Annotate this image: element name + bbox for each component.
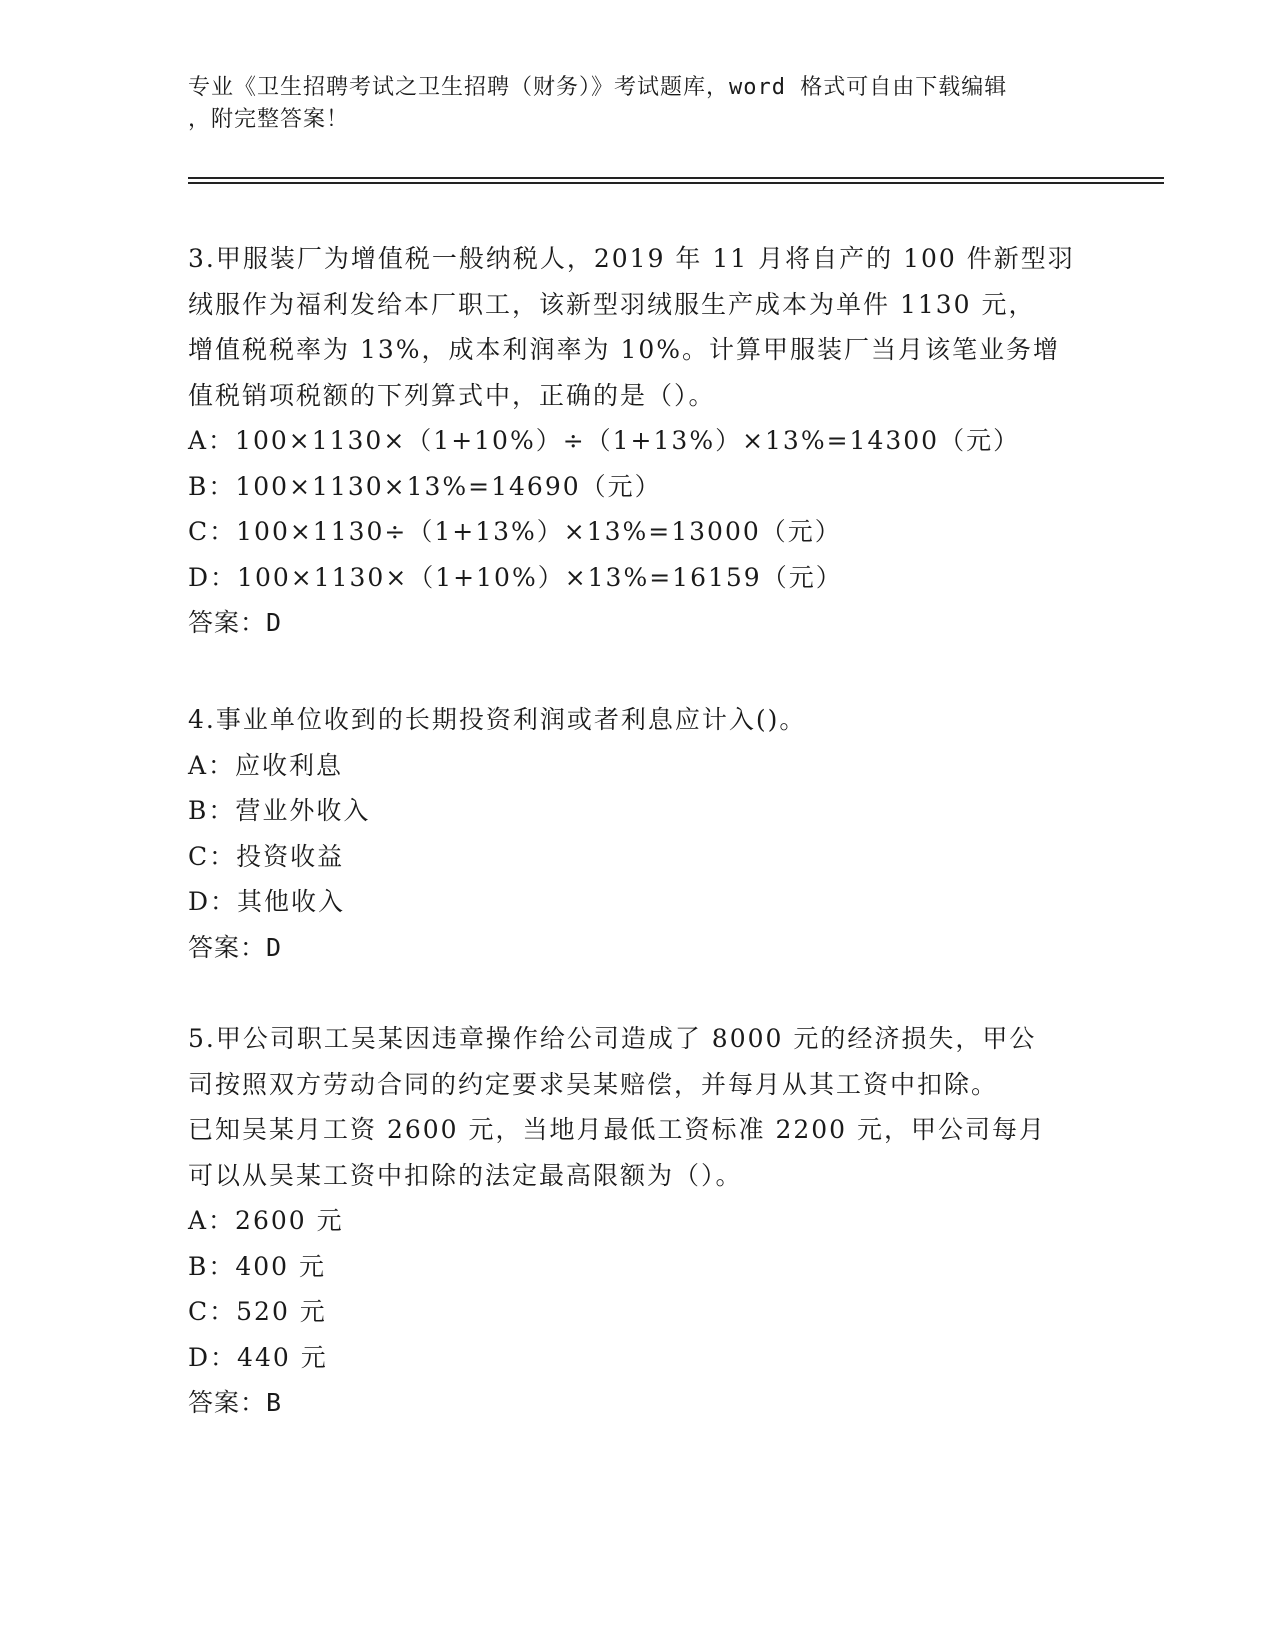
answer: 答案：D bbox=[188, 608, 283, 637]
question-stem-line: 绒服作为福利发给本厂职工，该新型羽绒服生产成本为单件 1130 元， bbox=[188, 289, 1036, 319]
question-stem-line: 5.甲公司职工吴某因违章操作给公司造成了 8000 元的经济损失，甲公 bbox=[188, 1024, 1037, 1053]
option-c: C：520 元 bbox=[188, 1297, 327, 1326]
option-d: D：440 元 bbox=[188, 1342, 328, 1372]
answer: 答案：B bbox=[188, 1388, 283, 1417]
option-c: C：投资收益 bbox=[188, 841, 345, 871]
option-d: D：其他收入 bbox=[188, 887, 346, 916]
option-b: B：100×1130×13%=14690（元） bbox=[188, 471, 662, 501]
option-b: B：400 元 bbox=[188, 1251, 327, 1281]
question-3 bbox=[188, 236, 1088, 646]
question-4 bbox=[188, 697, 1088, 970]
option-a: A：100×1130×（1+10%）÷（1+13%）×13%=14300（元） bbox=[188, 426, 1021, 455]
answer: 答案：D bbox=[188, 932, 283, 962]
option-c: C：100×1130÷（1+13%）×13%=13000（元） bbox=[188, 517, 842, 546]
header-divider-top bbox=[188, 177, 1164, 179]
option-a: A：2600 元 bbox=[188, 1206, 344, 1235]
header-line-1: 专业《卫生招聘考试之卫生招聘（财务）》考试题库，word 格式可自由下载编辑 bbox=[188, 75, 1008, 100]
header-divider-bottom bbox=[188, 182, 1164, 184]
header-line-2: ，附完整答案！ bbox=[188, 107, 350, 132]
question-stem-line: 司按照双方劳动合同的约定要求吴某赔偿，并每月从其工资中扣除。 bbox=[188, 1069, 999, 1099]
question-stem-line: 3.甲服装厂为增值税一般纳税人，2019 年 11 月将自产的 100 件新型羽 bbox=[188, 244, 1075, 273]
question-stem-line: 值税销项税额的下列算式中，正确的是（）。 bbox=[188, 380, 716, 410]
question-stem-line: 可以从吴某工资中扣除的法定最高限额为（）。 bbox=[188, 1160, 743, 1190]
question-5 bbox=[188, 1016, 1088, 1426]
question-stem-line: 4.事业单位收到的长期投资利润或者利息应计入()。 bbox=[188, 705, 807, 734]
document-header bbox=[188, 72, 1088, 136]
question-stem-line: 增值税税率为 13%，成本利润率为 10%。计算甲服装厂当月该笔业务增 bbox=[188, 335, 1061, 364]
option-d: D：100×1130×（1+10%）×13%=16159（元） bbox=[188, 562, 843, 592]
question-stem-line: 已知吴某月工资 2600 元，当地月最低工资标准 2200 元，甲公司每月 bbox=[188, 1115, 1047, 1144]
option-a: A：应收利息 bbox=[188, 750, 344, 780]
option-b: B：营业外收入 bbox=[188, 796, 371, 825]
